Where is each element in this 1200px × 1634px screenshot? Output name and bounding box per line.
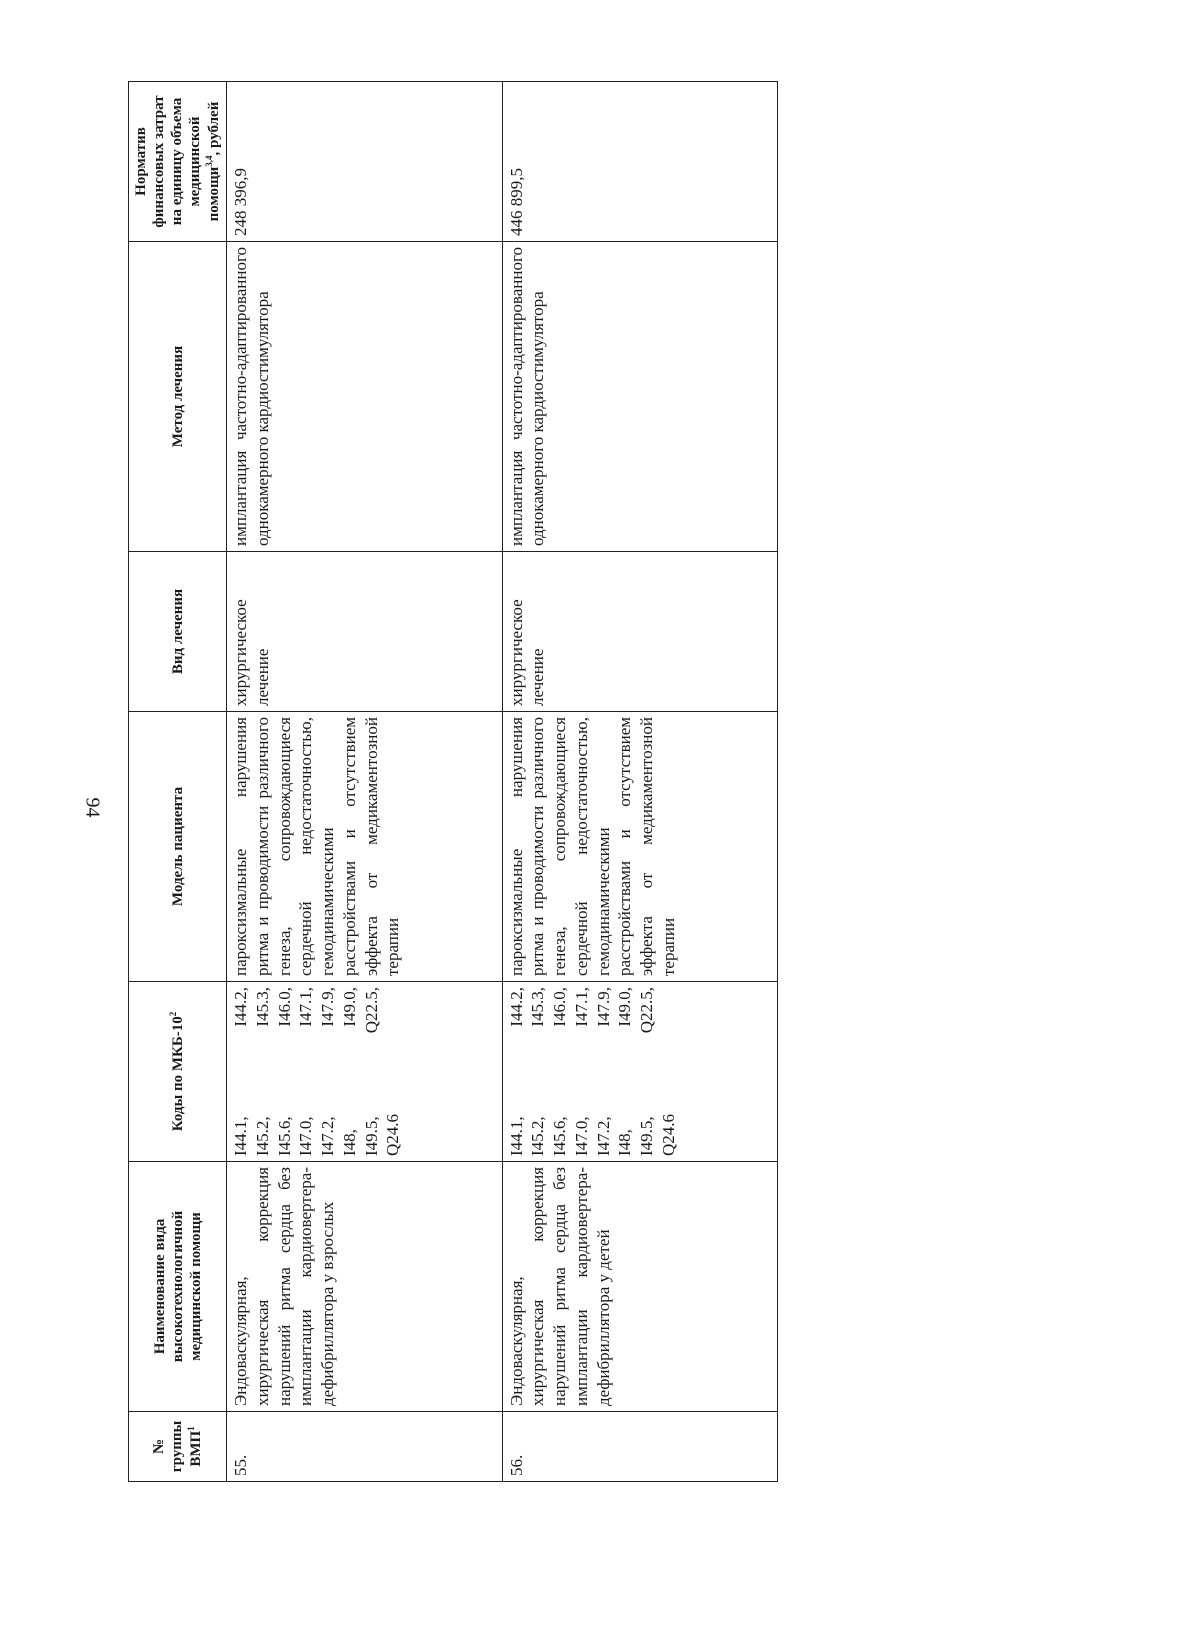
header-treatment-type: Вид лечения: [129, 552, 227, 712]
header-model: Модель пациента: [129, 712, 227, 982]
header-name: Наименование вида высокотехнологичной медицинской помощи: [129, 1162, 227, 1412]
cell-codes: I44.1, I45.2, I45.6, I47.0, I47.2, I48, I49.5, Q24.6 I44.2, I45.3, I46.0, I47.1, I47.9, I49.0, Q22.5,: [227, 982, 503, 1162]
cell-group-no: 55.: [227, 1412, 503, 1482]
cell-method: имплантация частотно-адаптированного однокамерного кардиостимулятора: [227, 242, 503, 552]
cell-method: имплантация частотно-адаптированного однокамерного кардиостимулятора: [502, 242, 778, 552]
header-cost: Норматив финансовых затрат на единицу объема медицинской помощи$^{3,4}$, рублей: [129, 82, 227, 242]
cell-group-no: 56.: [502, 1412, 778, 1482]
cell-model: пароксизмальные нарушения ритма и проводимости различного генеза, сопровождающиеся сердечной недостаточностью, гемодинамическими расстройствами и отсутствием эффекта от медикаментозной терапии: [502, 712, 778, 982]
table-row: [227, 82, 503, 1482]
header-method: Метод лечения: [129, 242, 227, 552]
page-number: 94: [81, 797, 104, 818]
table-header-row: [129, 82, 227, 1482]
document-sheet: [128, 68, 1200, 1476]
cell-treatment-type: хирургическое лечение: [227, 552, 503, 712]
cell-name: Эндоваскулярная, хирургическая коррекция нарушений ритма сердца без имплантации кардиовертера-дефибриллятора у взрослых: [227, 1162, 503, 1412]
header-group-no: № группы ВМП$^1$: [129, 1412, 227, 1482]
cell-codes: I44.1, I45.2, I45.6, I47.0, I47.2, I48, I49.5, Q24.6 I44.2, I45.3, I46.0, I47.1, I47.9, I49.0, Q22.5,: [502, 982, 778, 1162]
vmp-table: [128, 81, 778, 1482]
cell-model: пароксизмальные нарушения ритма и проводимости различного генеза, сопровождающиеся сердечной недостаточностью, гемодинамическими расстройствами и отсутствием эффекта от медикаментозной терапии: [227, 712, 503, 982]
rotated-table-wrapper: [128, 82, 778, 1482]
table-row: [502, 82, 778, 1482]
cell-name: Эндоваскулярная, хирургическая коррекция нарушений ритма сердца без имплантации кардиовертера-дефибриллятора у детей: [502, 1162, 778, 1412]
cell-cost: 248 396,9: [227, 82, 503, 242]
cell-treatment-type: хирургическое лечение: [502, 552, 778, 712]
cell-cost: 446 899,5: [502, 82, 778, 242]
header-codes: Коды по МКБ-$10^2$: [129, 982, 227, 1162]
